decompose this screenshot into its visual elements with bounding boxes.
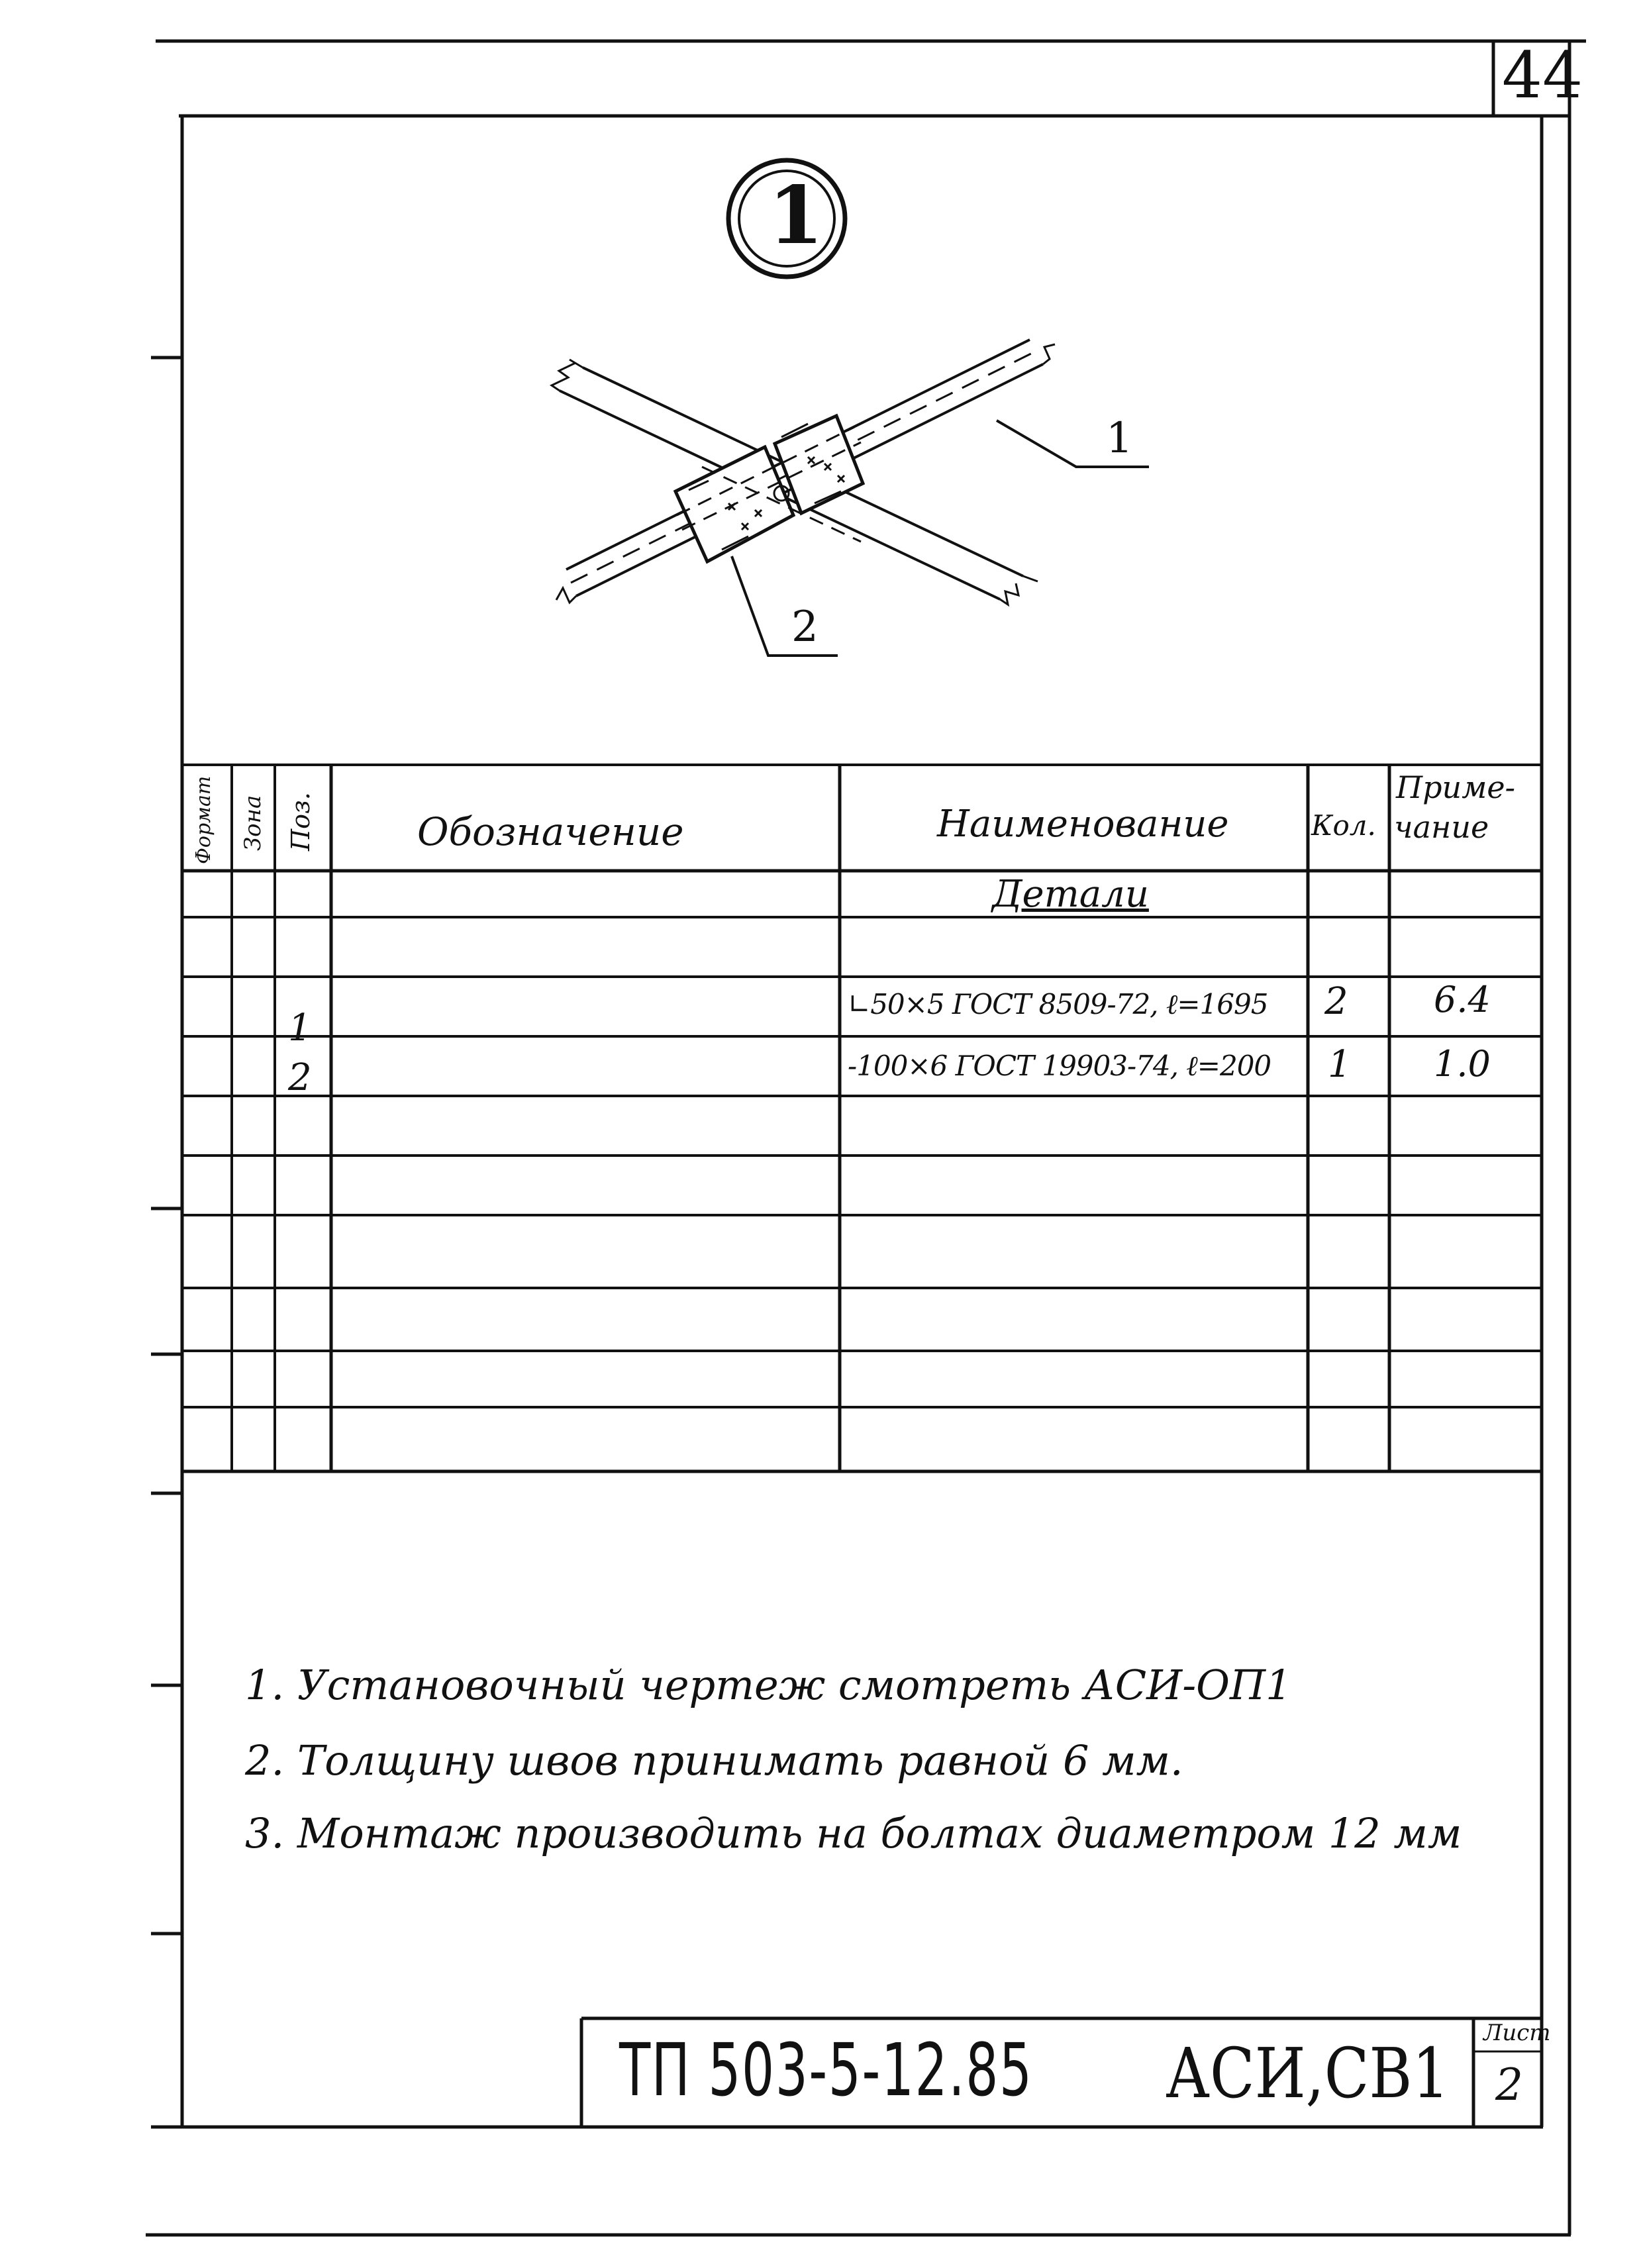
- spec-table-grid: [182, 765, 1542, 1471]
- row-2-note: 1.0: [1434, 1043, 1491, 1085]
- note-2: 2. Толщину швов принимать равной 6 мм.: [245, 1736, 1183, 1785]
- note-1: 1. Установочный чертеж смотреть АСИ-ОП1: [245, 1661, 1292, 1709]
- note-3: 3. Монтаж производить на болтах диаметром 12 мм: [245, 1809, 1462, 1857]
- row-2-pos: 2: [288, 1056, 312, 1099]
- row-1-pos: 1: [288, 1007, 312, 1050]
- row-2-qty: 1: [1328, 1043, 1352, 1086]
- header-name: Наименование: [937, 803, 1229, 846]
- leader-label-pos2: 2: [791, 603, 819, 652]
- detail-mark: 1: [768, 169, 824, 262]
- header-designation: Обозначение: [417, 809, 684, 854]
- row-1-note: 6.4: [1434, 979, 1491, 1020]
- bracing-cross-drawing: [552, 160, 1149, 656]
- title-code: ТП 503-5-12.85: [619, 2028, 1033, 2112]
- header-note-line2: чание: [1394, 809, 1489, 845]
- leader-label-pos1: 1: [1106, 414, 1133, 463]
- row-1-name: ∟50×5 ГОСТ 8509-72, ℓ=1695: [848, 988, 1268, 1020]
- title-mark: АСИ,СВ1: [1166, 2033, 1450, 2114]
- section-title: Детали: [992, 873, 1149, 916]
- sheet-label: Лист: [1483, 2020, 1551, 2046]
- row-1-qty: 2: [1324, 980, 1348, 1023]
- header-format: Формат: [192, 775, 215, 864]
- header-pos: Поз.: [286, 792, 315, 851]
- header-zone: Зона: [240, 795, 266, 851]
- header-qty: Кол.: [1311, 809, 1376, 842]
- header-note-line1: Приме-: [1396, 769, 1516, 805]
- sheet-no: 2: [1495, 2059, 1523, 2110]
- row-2-name: -100×6 ГОСТ 19903-74, ℓ=200: [848, 1050, 1271, 1082]
- sheet-number: 44: [1502, 38, 1583, 113]
